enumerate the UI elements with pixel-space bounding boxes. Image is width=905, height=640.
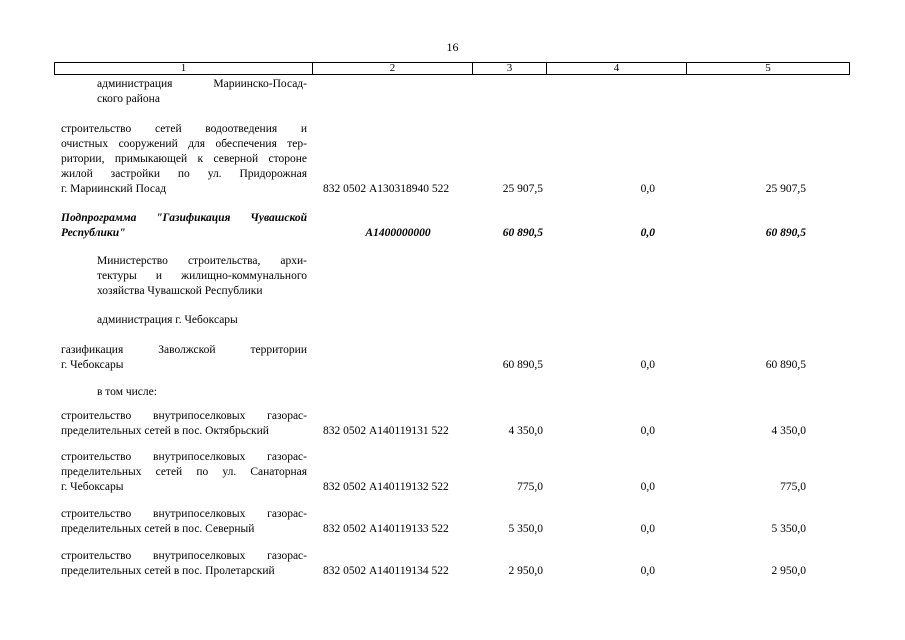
row-value-4: 0,0 bbox=[640, 481, 655, 493]
row-code: 832 0502 А140119134 522 bbox=[323, 565, 449, 577]
description-line: Министерство строительства, архи- bbox=[97, 255, 307, 267]
row-code: 832 0502 А130318940 522 bbox=[323, 183, 450, 195]
row-description bbox=[61, 77, 307, 107]
row-value-5: 60 890,5 bbox=[765, 227, 806, 239]
row-code: 832 0502 А140119133 522 bbox=[323, 523, 449, 535]
row-value-4: 0,0 bbox=[640, 183, 655, 195]
row-description bbox=[61, 409, 307, 439]
row-value-5: 25 907,5 bbox=[765, 183, 806, 195]
column-header-3: 3 bbox=[473, 63, 547, 74]
row-description bbox=[61, 549, 307, 579]
description-line: в том числе: bbox=[97, 386, 157, 398]
description-line: хозяйства Чувашской Республики bbox=[97, 285, 263, 297]
row-description bbox=[61, 507, 307, 537]
description-line: строительство внутрипоселковых газорас- bbox=[61, 550, 307, 562]
row-value-3: 2 950,0 bbox=[508, 565, 543, 577]
row-value-4: 0,0 bbox=[640, 227, 655, 239]
description-line: строительство внутрипоселковых газорас- bbox=[61, 508, 307, 520]
row-value-3: 60 890,5 bbox=[502, 359, 543, 371]
row-value-4: 0,0 bbox=[640, 565, 655, 577]
page-number: 16 bbox=[446, 40, 459, 54]
row-value-4: 0,0 bbox=[640, 425, 655, 437]
row-value-5: 775,0 bbox=[780, 481, 806, 493]
row-description bbox=[61, 385, 307, 400]
description-line: администрация г. Чебоксары bbox=[97, 314, 238, 326]
row-value-4: 0,0 bbox=[640, 523, 655, 535]
row-value-5: 4 350,0 bbox=[771, 425, 806, 437]
row-value-3: 5 350,0 bbox=[508, 523, 543, 535]
description-line: г. Чебоксары bbox=[61, 359, 124, 371]
row-value-3: 60 890,5 bbox=[502, 227, 543, 239]
description-line: г. Мариинский Посад bbox=[61, 183, 167, 195]
description-line: Республики" bbox=[61, 227, 126, 239]
column-header-4: 4 bbox=[547, 63, 687, 74]
row-description bbox=[61, 343, 307, 373]
row-description bbox=[61, 313, 307, 328]
description-line: ского района bbox=[97, 93, 160, 105]
description-line: очистных сооружений для обеспечения тер- bbox=[61, 138, 307, 150]
row-value-3: 25 907,5 bbox=[502, 183, 543, 195]
description-line: Подпрограмма "Газификация Чувашской bbox=[61, 212, 307, 224]
table-header bbox=[54, 62, 850, 75]
description-line: газификация Заволжской территории bbox=[61, 344, 307, 356]
row-value-4: 0,0 bbox=[640, 359, 655, 371]
row-value-5: 2 950,0 bbox=[771, 565, 806, 577]
row-code: А1400000000 bbox=[365, 227, 431, 239]
description-line: администрация Мариинско-Посад- bbox=[97, 78, 307, 90]
column-header-1: 1 bbox=[55, 63, 313, 74]
row-code: 832 0502 А140119132 522 bbox=[323, 481, 449, 493]
row-description bbox=[61, 122, 307, 197]
description-line: пределительных сетей в пос. Октябрьский bbox=[61, 425, 269, 437]
row-value-3: 775,0 bbox=[517, 481, 543, 493]
description-line: строительство внутрипоселковых газорас- bbox=[61, 451, 307, 463]
row-value-3: 4 350,0 bbox=[508, 425, 543, 437]
row-value-5: 5 350,0 bbox=[771, 523, 806, 535]
row-description bbox=[61, 254, 307, 299]
row-value-5: 60 890,5 bbox=[765, 359, 806, 371]
description-line: строительство сетей водоотведения и bbox=[61, 123, 307, 135]
description-line: пределительных сетей в пос. Северный bbox=[61, 523, 255, 535]
description-line: жилой застройки по ул. Придорожная bbox=[61, 168, 307, 180]
row-description bbox=[61, 450, 307, 495]
description-line: тектуры и жилищно-коммунального bbox=[97, 270, 307, 282]
description-line: ритории, примыкающей к северной стороне bbox=[61, 153, 307, 165]
description-line: пределительных сетей в пос. Пролетарский bbox=[61, 565, 275, 577]
description-line: г. Чебоксары bbox=[61, 481, 124, 493]
row-description bbox=[61, 211, 307, 241]
column-header-2: 2 bbox=[313, 63, 473, 74]
description-line: строительство внутрипоселковых газорас- bbox=[61, 410, 307, 422]
column-header-5: 5 bbox=[765, 62, 771, 74]
row-code: 832 0502 А140119131 522 bbox=[323, 425, 449, 437]
description-line: пределительных сетей по ул. Санаторная bbox=[61, 466, 307, 478]
